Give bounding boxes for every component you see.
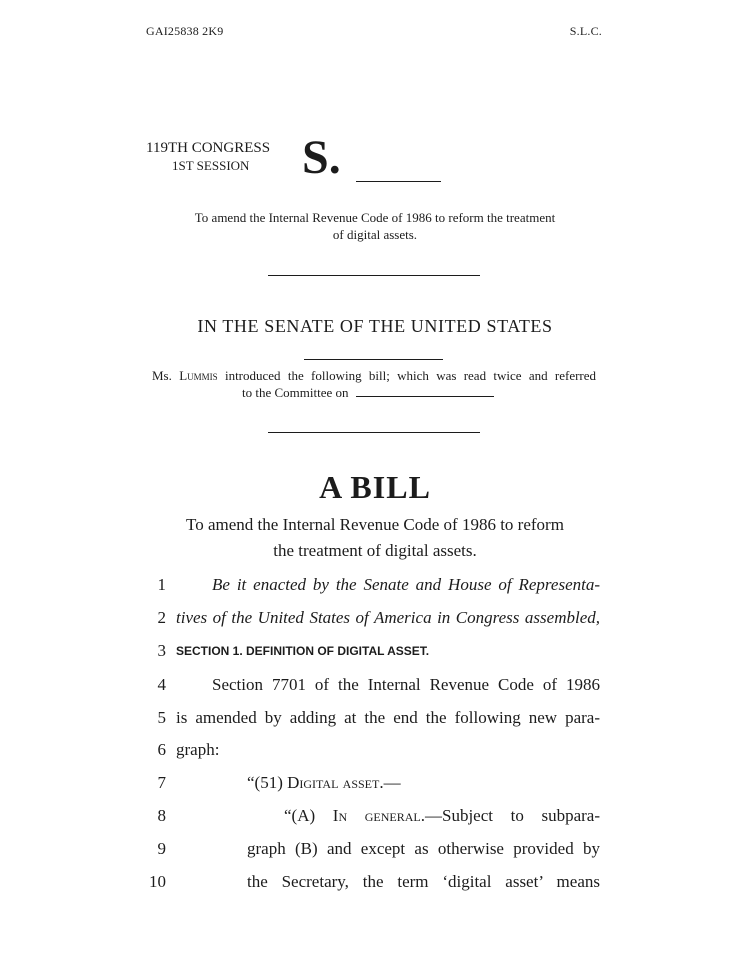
bill-heading: A BILL [319, 469, 431, 505]
line-number: 6 [157, 740, 166, 759]
committee-label: to the Committee on [242, 385, 349, 400]
line-number: 9 [157, 839, 166, 858]
line-number: 1 [157, 575, 166, 594]
congress-number: 119TH CONGRESS [146, 140, 271, 156]
section-text-line-6: graph: [176, 740, 220, 759]
chamber-heading: IN THE SENATE OF THE UNITED STATES [197, 316, 553, 336]
bill-number-blank [356, 181, 441, 182]
divider-rule [268, 432, 480, 433]
line-number: 8 [157, 806, 166, 825]
line-number: 4 [157, 675, 166, 694]
sponsor-title: Ms. [152, 368, 172, 383]
subparagraph-a-text: —Subject to subpara- [424, 806, 600, 825]
purpose-short-line-1: To amend the Internal Revenue Code of 1986 to reform the treatment [194, 210, 556, 225]
introduction-text [152, 367, 596, 401]
purpose-short [150, 209, 600, 243]
document-id: GAI25838 2K9 [146, 24, 224, 38]
sponsor-name: Lummis [179, 368, 218, 383]
subparagraph-a-line-10: the Secretary, the term ‘digital asset’ means [247, 872, 600, 891]
purpose-long-line-2: the treatment of digital assets. [273, 541, 477, 560]
introduction-line-1-rest: introduced the following bill; which was read twice and referred [224, 368, 597, 383]
line-number: 3 [157, 641, 166, 660]
subparagraph-a-line-9: graph (B) and except as otherwise provided by [247, 839, 600, 858]
line-number: 5 [157, 708, 166, 727]
purpose-long-line-1: To amend the Internal Revenue Code of 1986 to reform [186, 515, 564, 534]
paragraph-51-heading: “(51) Digital asset.— [247, 773, 401, 792]
subparagraph-a-line [284, 806, 600, 826]
line-number: 7 [157, 773, 166, 792]
session-label: 1ST SESSION [172, 158, 250, 173]
enacting-clause-line-2: tives of the United States of America in Congress assembled, [176, 608, 600, 627]
purpose-short-line-2: of digital assets. [332, 227, 418, 242]
divider-rule [268, 275, 480, 276]
office-code: S.L.C. [569, 24, 602, 38]
line-number: 2 [157, 608, 166, 627]
line-number: 10 [149, 872, 166, 891]
purpose-long [150, 512, 600, 564]
introduction-line-2 [152, 384, 596, 401]
enacting-clause-line-1: Be it enacted by the Senate and House of Representa- [212, 575, 600, 594]
divider-rule-thin [304, 359, 443, 360]
introduction-line-1 [152, 367, 596, 384]
subparagraph-a-heading: “(A) In general. [284, 806, 425, 825]
section-text-line-5: is amended by adding at the end the following new para- [176, 708, 600, 727]
section-text-line-4: Section 7701 of the Internal Revenue Code of 1986 [212, 675, 600, 694]
bill-prefix: S. [302, 131, 341, 184]
committee-blank [356, 396, 494, 397]
section-heading: SECTION 1. DEFINITION OF DIGITAL ASSET. [176, 644, 430, 658]
